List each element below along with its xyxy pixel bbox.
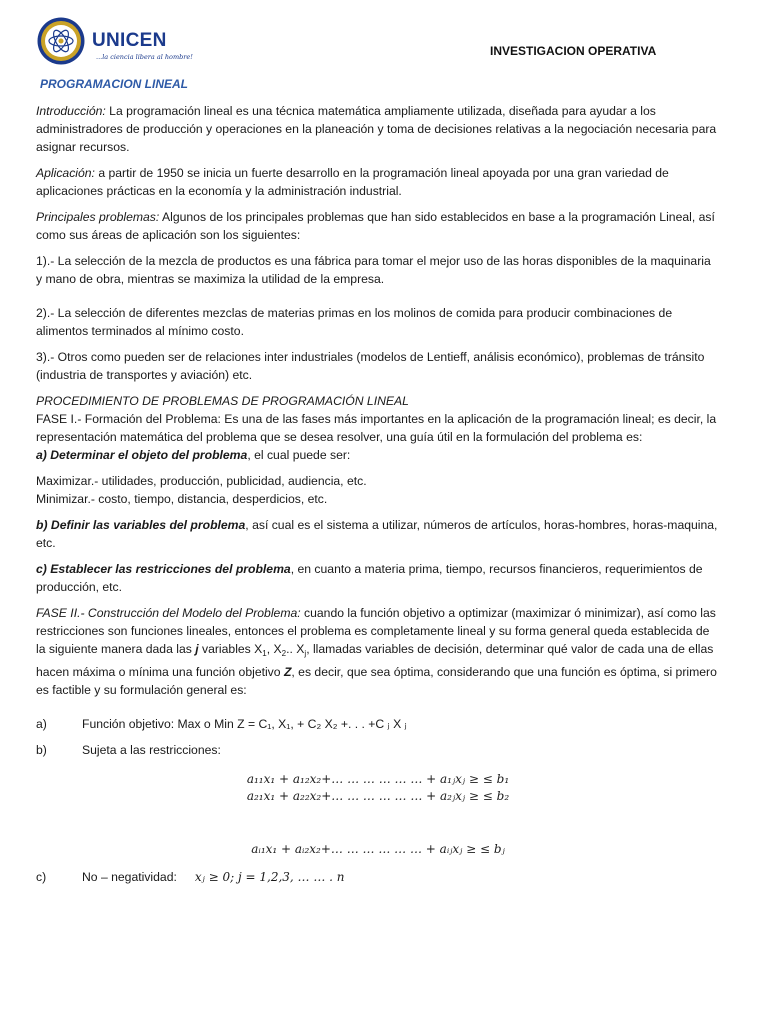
variables-label: b) Definir las variables del problema [36, 518, 246, 532]
intro-paragraph [36, 102, 720, 156]
intro-text: La programación lineal es una técnica matemática ampliamente utilizada, diseñada para ayudar a los administradores de producción y operaciones en la planeación y toma de decisiones relativas a la negociación necesaria para asignar recursos. [36, 104, 717, 154]
minimize-line: Minimizar.- costo, tiempo, distancia, desperdicios, etc. [36, 492, 328, 506]
fase2-sub-2: 2 [281, 649, 287, 658]
fase2-paragraph [36, 604, 720, 699]
model-c-letter: c) [36, 870, 47, 884]
application-text: a partir de 1950 se inicia un fuerte desarrollo en la programación lineal apoyada por una gran variedad de aplicaciones prácticas en la economía y la administración industrial. [36, 166, 669, 198]
fase2-sub-1: 1 [262, 649, 267, 658]
fase2-text-3: , X [266, 642, 282, 656]
model-a-letter: a) [36, 717, 47, 731]
objective-label: a) Determinar el objeto del problema [36, 448, 248, 462]
constraint-equation-1: a₁₁x₁ + a₁₂x₂+… … … … … … + a₁ⱼxⱼ ≥ ≤ b₁ [246, 772, 510, 786]
fase2-text-1: cuando la función objetivo a optimizar (maximizar ó minimizar), así como las restricciones son funciones lineales, entonces el problema es completamente lineal y su forma general queda establecida de la siguiente manera dada las [36, 606, 716, 656]
fase2-label: FASE II.- Construcción del Modelo del Problema: [36, 606, 301, 620]
university-seal-icon [36, 16, 86, 66]
objective-item [36, 446, 720, 464]
model-a-text: Función objetivo: Max o Min Z = C₁, X₁, + C₂ X₂ +. . . +C ⱼ X ⱼ [82, 717, 407, 731]
model-objective-row [36, 715, 720, 733]
model-b-text: Sujeta a las restricciones: [82, 743, 221, 757]
model-c-text: No – negatividad: [82, 870, 177, 884]
restrictions-item [36, 560, 720, 596]
problems-paragraph [36, 208, 720, 244]
course-title: INVESTIGACION OPERATIVA [490, 44, 657, 58]
fase1-paragraph: FASE I.- Formación del Problema: Es una de las fases más importantes en la aplicación de la programación lineal; es decir, la representación matemática del problema que se desea resolver, una guía útil en la formulación del problema es: [36, 412, 717, 444]
fase2-text-4: .. X [286, 642, 305, 656]
restrictions-text: , en cuanto a materia prima, tiempo, recursos financieros, requerimientos de producción, etc. [36, 562, 703, 594]
fase2-text-6: , es decir, que sea óptima, considerando que una función es óptima, si primero es factible y su formulación general es: [36, 665, 717, 697]
constraint-equation-general: aᵢ₁x₁ + aᵢ₂x₂+… … … … … … + aᵢⱼxⱼ ≥ ≤ bⱼ [251, 842, 505, 856]
variables-item [36, 516, 720, 552]
fase2-z: Z [283, 665, 292, 679]
variables-text: , así cual es el sistema a utilizar, números de artículos, horas-hombres, horas-maquina, etc. [36, 518, 718, 550]
model-constraints-row [36, 741, 720, 759]
problem-item-2: 2).- La selección de diferentes mezclas de materias primas en los molinos de comida para producir combinaciones de alimentos terminados al mínimo costo. [36, 306, 673, 338]
application-paragraph [36, 164, 720, 200]
model-b-letter: b) [36, 743, 47, 757]
fase2-j: j [195, 642, 199, 656]
non-negativity-row [36, 868, 720, 886]
document-body [36, 102, 720, 886]
problem-item-3: 3).- Otros como pueden ser de relaciones inter industriales (modelos de Lentieff, análisis económico), problemas de tránsito (industria de transportes y aviación) etc. [36, 350, 705, 382]
unicen-logo [36, 16, 193, 66]
fase2-text-5: , llamadas variables de decisión, determinar qué valor de cada una de ellas hacen máxima o mínima una función objetivo [36, 642, 714, 679]
procedure-heading: PROCEDIMIENTO DE PROBLEMAS DE PROGRAMACIÓN LINEAL [36, 394, 409, 408]
restrictions-label: c) Establecer las restricciones del problema [36, 562, 291, 576]
objective-text: , el cual puede ser: [247, 448, 351, 462]
fase2-text-2: variables X [198, 642, 263, 656]
fase2-sub-j: j [304, 649, 307, 658]
logo-tagline: ...la ciencia libera al hombre! [96, 53, 193, 61]
problem-item-1: 1).- La selección de la mezcla de productos es una fábrica para tomar el mejor uso de las horas disponibles de la maquinaria y mano de obra, mientras se maximiza la utilidad de la empresa. [36, 254, 711, 286]
intro-label: Introducción: [36, 104, 106, 118]
problems-label: Principales problemas: [36, 210, 160, 224]
application-label: Aplicación: [36, 166, 95, 180]
document-subtitle: PROGRAMACION LINEAL [40, 77, 188, 91]
non-negativity-math: xⱼ ≥ 0; j = 1,2,3, … … . n [194, 870, 345, 884]
logo-name: UNICEN [92, 30, 167, 51]
constraint-equation-2: a₂₁x₁ + a₂₂x₂+… … … … … … + a₂ⱼxⱼ ≥ ≤ b₂ [246, 789, 510, 803]
problems-text: Algunos de los principales problemas que han sido establecidos en base a la programación Lineal, así como sus áreas de aplicación son los siguientes: [36, 210, 715, 242]
maximize-line: Maximizar.- utilidades, producción, publicidad, audiencia, etc. [36, 474, 367, 488]
